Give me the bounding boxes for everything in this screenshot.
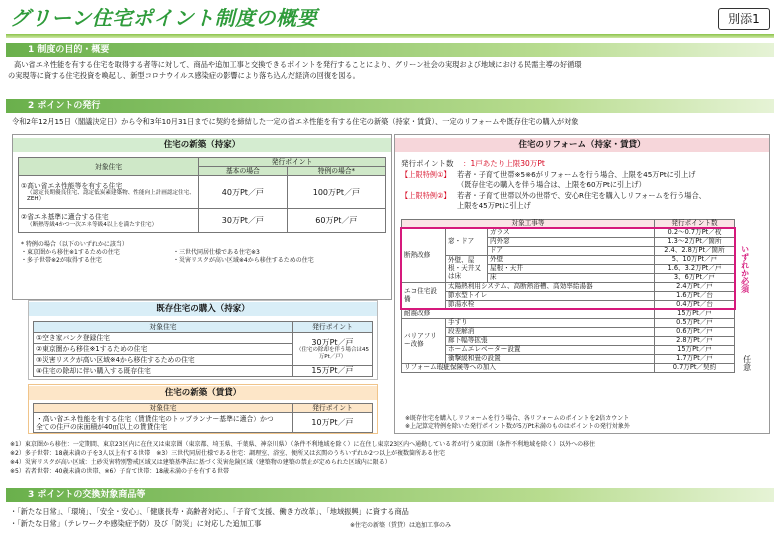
- item-name: 内外窓: [488, 238, 655, 247]
- points-b: 15万Pt／戸: [293, 366, 373, 377]
- section3-note: ※住宅の新築（賃貸）は追加工事のみ: [350, 522, 452, 529]
- special-note: ・多子世帯※2が取得する住宅: [21, 257, 102, 264]
- existing-buy-table: [33, 321, 373, 377]
- item-points: 15万Pt／戸: [655, 310, 735, 319]
- row-name: ②東京圏から移住※1するための住宅: [34, 344, 293, 355]
- item-name: 段差解消: [446, 328, 655, 337]
- col-target: 対象工事等: [402, 220, 655, 229]
- row-detail: （認定長期優良住宅、認定低炭素建築物、性能向上計画認定住宅、ZEH）: [27, 189, 195, 203]
- special2-text-2: 上限を45万Ptに引上げ: [457, 201, 531, 210]
- special1-text-2: （既存住宅の購入を伴う場合は、上限を60万Ptに引上げ）: [457, 180, 646, 189]
- footnote-3: ※4）災害リスクが高い区域：土砂災害特別警戒区域又は建築基準法に基づく災害危険区域（建築物の建築の禁止が定められた区域内に限る）: [10, 459, 391, 466]
- item-name: 屋根・天井: [488, 265, 655, 274]
- item-points: 0.5万Pt／戸: [655, 319, 735, 328]
- item-points: 15万Pt／戸: [655, 346, 735, 355]
- item-points: 1.7万Pt／戸: [655, 355, 735, 364]
- special1-label: 【上限特例①】: [401, 170, 451, 179]
- side-optional: 任意: [742, 355, 752, 371]
- col-points: 発行ポイント: [293, 404, 373, 413]
- table-row: [19, 176, 386, 209]
- item-name: ホームエレベーター設置: [446, 346, 655, 355]
- cat-barrier: バリアフリー改修: [402, 319, 446, 364]
- special-points: 100万Pt／戸: [287, 176, 385, 209]
- issue-label: 発行ポイント数: [401, 159, 454, 168]
- row-detail: （断熱等級4かつ一次エネ等級4以上を満たす住宅）: [27, 221, 158, 228]
- section3-line1: ・「新たな日常」、「環境」、「安全・安心」、「健康長寿・高齢者対応」、「子育て支援、働き方改革」、「地域振興」に資する商品: [10, 507, 409, 516]
- table-row: [34, 413, 373, 433]
- item-name: ドア: [488, 247, 655, 256]
- item-points: 2.4、2.8万Pt／箇所: [655, 247, 735, 256]
- basic-points: 30万Pt／戸: [199, 209, 288, 233]
- reform-footnote: ※既存住宅を購入しリフォームを行う場合、各リフォームのポイントを2倍カウント: [405, 415, 630, 422]
- page-title: グリーン住宅ポイント制度の概要: [10, 6, 318, 30]
- points-a-note: （住宅の除却を伴う場合は45万Pt／戸）: [296, 347, 369, 360]
- row-name: ②省エネ基準に適合する住宅: [21, 213, 109, 222]
- attachment-label: 別添1: [718, 8, 770, 30]
- row-text: ・高い省エネ性能を有する住宅（賃貸住宅のトップランナー基準に適合）かつ: [36, 414, 274, 423]
- table-row: [34, 366, 373, 377]
- section2-lead: 令和2年12月15日（閣議決定日）から令和3年10月31日までに契約を締結した一定の省エネ性能を有する住宅の新築（持家・賃貸）、一定のリフォームや既存住宅の購入が対象: [12, 117, 579, 126]
- section1-heading: 1 制度の目的・概要: [6, 43, 774, 57]
- item-points: 2.8万Pt／戸: [655, 337, 735, 346]
- row-name: ④住宅の除却に伴い購入する既存住宅: [34, 366, 293, 377]
- footnote-1: ※1）東京圏から移住：一定期間、東京23区内に在住又は東京圏（東京都、埼玉県、千葉県、神奈川県）（条件不利地域を除く）に在住し東京23区内へ通勤している者が行う東京圏（条件不利地域を除く）以外への移住: [10, 441, 596, 448]
- item-points: 3、6万Pt／戸: [655, 274, 735, 283]
- special-note: * 特例の場合（以下のいずれかに該当）: [21, 241, 128, 248]
- points-a: 30万Pt／戸: [311, 337, 354, 347]
- sub-window: 窓・ドア: [446, 229, 488, 256]
- reform-panel: [394, 134, 770, 434]
- row-name: ③災害リスクが高い区域※4から移住するための住宅: [34, 355, 293, 366]
- reform-footnote: ※上記算定特例を除いた発行ポイント数が5万Pt未満のものはポイントの発行対象外: [405, 423, 630, 430]
- col-special: 特例の場合*: [287, 167, 385, 176]
- section3-heading: 3 ポイントの交換対象商品等: [6, 488, 774, 502]
- col-basic: 基本の場合: [199, 167, 288, 176]
- item-name: ガラス: [488, 229, 655, 238]
- item-points: 2.4万Pt／戸: [655, 283, 735, 292]
- item-points: 0.7万Pt／契約: [655, 364, 735, 373]
- row-text-2: 全ての住戸の床面積が40㎡以上の賃貸住宅: [36, 422, 167, 431]
- cat-insulation: 断熱改修: [402, 229, 446, 283]
- table-row: [402, 364, 735, 373]
- existing-buy-title: 既存住宅の購入（持家）: [29, 302, 377, 316]
- special2-label: 【上限特例②】: [401, 191, 451, 200]
- item-points: 0.2～0.7万Pt／枚: [655, 229, 735, 238]
- item-points: 5、10万Pt／戸: [655, 256, 735, 265]
- side-required: いずれか必須: [740, 245, 750, 293]
- table-row: [19, 209, 386, 233]
- col-points: 発行ポイント数: [655, 220, 735, 229]
- item-name: 節湯水栓: [446, 301, 655, 310]
- required-highlight: [400, 227, 736, 310]
- new-owned-panel: [12, 134, 392, 300]
- footnote-2: ※2）多子世帯：18歳未満の子を3人以上有する世帯 ※3）三世代同居仕様である住宅：調理室、浴室、便所又は玄関のうちいずれか2つ以上が複数箇所ある住宅: [10, 450, 445, 457]
- section3-line2: ・「新たな日常」（テレワークや感染症予防）及び「防災」に対応した追加工事: [10, 519, 262, 528]
- special-points: 60万Pt／戸: [287, 209, 385, 233]
- new-owned-title: 住宅の新築（持家）: [13, 138, 391, 152]
- cat-seismic: 耐震改修: [402, 310, 655, 319]
- item-name: 太陽熱利用システム、高断熱浴槽、高効率給湯器: [446, 283, 655, 292]
- section1-body-line2: の実現等に資する住宅投資を喚起し、新型コロナウイルス感染症の影響により落ち込んだ経済の回復を図る。: [8, 71, 360, 80]
- col-points: 発行ポイント: [199, 158, 386, 167]
- new-rental-panel: [28, 384, 378, 434]
- footnote-4: ※5）若者世帯：40歳未満の世帯、※6）子育て世帯：18歳未満の子を有する世帯: [10, 468, 229, 475]
- row-name: ①空き家バンク登録住宅: [34, 333, 293, 344]
- rental-points: 10万Pt／戸: [293, 413, 373, 433]
- item-points: 1.6、3.2万Pt／戸: [655, 265, 735, 274]
- sub-wall: 外壁、屋根・天井又は床: [446, 256, 488, 283]
- row-name: ①高い省エネ性能等を有する住宅: [21, 181, 123, 190]
- item-name: 節水型トイレ: [446, 292, 655, 301]
- item-points: 0.4万Pt／台: [655, 301, 735, 310]
- special-note: ・災害リスクが高い区域※4から移住するための住宅: [173, 257, 314, 264]
- cat-eco: エコ住宅設備: [402, 283, 446, 310]
- item-points: 1.6万Pt／台: [655, 292, 735, 301]
- item-name: 手すり: [446, 319, 655, 328]
- item-points: 1.3～2万Pt／箇所: [655, 238, 735, 247]
- item-name: リフォーム瑕疵保険等への加入: [402, 364, 655, 373]
- item-points: 0.6万Pt／戸: [655, 328, 735, 337]
- special1-text: 若者・子育て世帯※5※6がリフォームを行う場合、上限を45万Ptに引上げ: [457, 170, 696, 179]
- item-name: 床: [488, 274, 655, 283]
- existing-buy-panel: [28, 300, 378, 380]
- special2-text: 若者・子育て世帯以外の世帯で、安心R住宅を購入しリフォームを行う場合、: [457, 191, 706, 200]
- item-name: 外壁: [488, 256, 655, 265]
- reform-title: 住宅のリフォーム（持家・賃貸）: [395, 138, 769, 152]
- col-points: 発行ポイント: [293, 322, 373, 333]
- special-note: ・東京圏から移住※1するための住宅: [21, 249, 120, 256]
- col-target: 対象住宅: [19, 158, 199, 176]
- col-target: 対象住宅: [34, 322, 293, 333]
- new-rental-table: [33, 403, 373, 433]
- title-rule: [6, 34, 774, 38]
- table-row: [34, 333, 373, 344]
- new-owned-table: [18, 157, 386, 233]
- item-name: 廊下幅等拡張: [446, 337, 655, 346]
- item-name: 衝撃緩和畳の設置: [446, 355, 655, 364]
- issue-value: ：1戸あたり上限30万Pt: [463, 159, 545, 168]
- basic-points: 40万Pt／戸: [199, 176, 288, 209]
- section2-heading: 2 ポイントの発行: [6, 99, 774, 113]
- new-rental-title: 住宅の新築（賃貸）: [29, 386, 377, 400]
- col-target: 対象住宅: [34, 404, 293, 413]
- section1-body-line1: 高い省エネ性能を有する住宅を取得する者等に対して、商品や追加工事と交換できるポイントを発行することにより、グリーン社会の実現および地域における民需主導の好循環: [14, 60, 582, 69]
- special-note: ・三世代同居仕様である住宅※3: [173, 249, 260, 256]
